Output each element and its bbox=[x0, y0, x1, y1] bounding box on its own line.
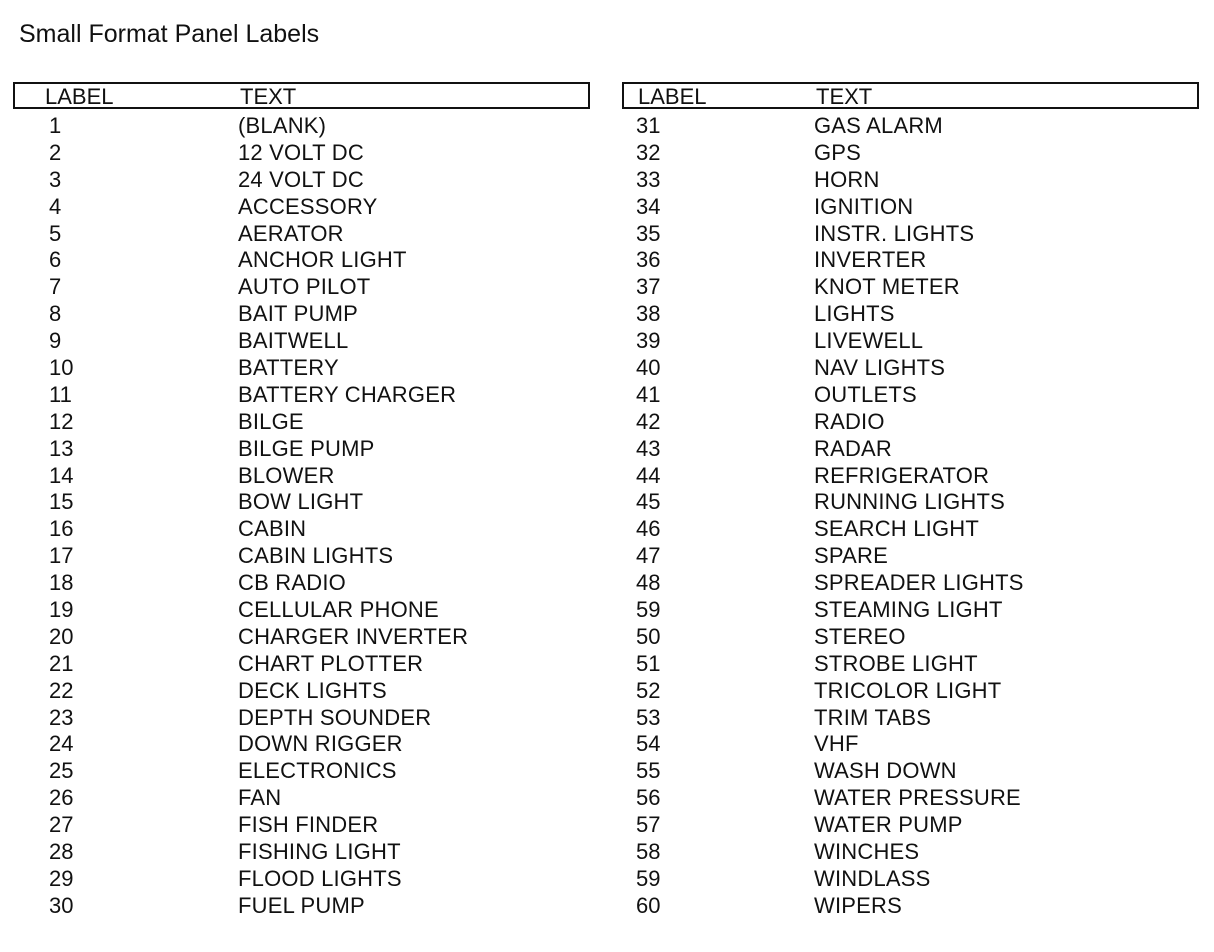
table-row bbox=[13, 731, 590, 758]
label-number: 57 bbox=[636, 812, 661, 838]
table-row bbox=[622, 301, 1199, 328]
label-number: 18 bbox=[49, 570, 74, 596]
label-text: REFRIGERATOR bbox=[814, 462, 990, 488]
table-row bbox=[13, 221, 590, 248]
table-row bbox=[622, 812, 1199, 839]
label-text: GAS ALARM bbox=[814, 113, 943, 138]
label-text: WASH DOWN bbox=[814, 758, 957, 784]
label-text: BLOWER bbox=[238, 462, 335, 488]
label-number: 60 bbox=[636, 892, 661, 918]
label-text: OUTLETS bbox=[814, 381, 917, 407]
label-number: 11 bbox=[49, 381, 72, 407]
label-number: 40 bbox=[636, 355, 661, 381]
label-number: 20 bbox=[49, 623, 74, 649]
table-row bbox=[13, 624, 590, 651]
table-row bbox=[13, 194, 590, 221]
label-text: CABIN LIGHTS bbox=[238, 543, 394, 569]
label-number: 28 bbox=[49, 839, 74, 865]
label-number: 8 bbox=[49, 301, 62, 327]
table-row bbox=[13, 651, 590, 678]
label-number: 26 bbox=[49, 785, 74, 811]
table-row bbox=[13, 893, 590, 920]
label-text: VHF bbox=[814, 731, 859, 757]
label-number: 29 bbox=[49, 865, 74, 891]
label-text: SPARE bbox=[814, 543, 888, 569]
label-text: IGNITION bbox=[814, 193, 914, 219]
label-number: 50 bbox=[636, 623, 661, 649]
label-number: 56 bbox=[636, 785, 661, 811]
label-number: 46 bbox=[636, 516, 661, 542]
table-row bbox=[13, 543, 590, 570]
label-number: 17 bbox=[49, 543, 74, 569]
label-text: WINCHES bbox=[814, 839, 920, 865]
label-number: 43 bbox=[636, 435, 661, 461]
label-text: WATER PRESSURE bbox=[814, 785, 1021, 811]
label-number: 13 bbox=[49, 435, 74, 461]
table-row bbox=[13, 597, 590, 624]
label-number: 1 bbox=[49, 113, 62, 138]
label-number: 7 bbox=[49, 274, 62, 300]
label-number: 21 bbox=[49, 650, 74, 676]
table-row bbox=[622, 140, 1199, 167]
label-text: GPS bbox=[814, 139, 862, 165]
table-row bbox=[622, 570, 1199, 597]
label-number: 31 bbox=[636, 113, 661, 138]
label-number: 33 bbox=[636, 166, 661, 192]
table-row bbox=[622, 489, 1199, 516]
label-text: DOWN RIGGER bbox=[238, 731, 403, 757]
label-text: ANCHOR LIGHT bbox=[238, 247, 407, 273]
label-number: 10 bbox=[49, 355, 74, 381]
label-text: INSTR. LIGHTS bbox=[814, 220, 975, 246]
table-row bbox=[622, 409, 1199, 436]
label-number: 22 bbox=[49, 677, 74, 703]
table-row bbox=[622, 194, 1199, 221]
column-header-label: LABEL bbox=[45, 84, 114, 109]
table-row bbox=[622, 624, 1199, 651]
labels-table-right bbox=[622, 82, 1199, 920]
label-number: 39 bbox=[636, 328, 661, 354]
table-row bbox=[622, 785, 1199, 812]
label-number: 23 bbox=[49, 704, 74, 730]
label-text: DEPTH SOUNDER bbox=[238, 704, 432, 730]
table-row bbox=[622, 274, 1199, 301]
label-text: NAV LIGHTS bbox=[814, 355, 946, 381]
table-row bbox=[622, 355, 1199, 382]
table-row bbox=[622, 113, 1199, 140]
table-row bbox=[13, 489, 590, 516]
label-number: 36 bbox=[636, 247, 661, 273]
label-text: LIVEWELL bbox=[814, 328, 924, 354]
label-text: AUTO PILOT bbox=[238, 274, 371, 300]
label-text: FUEL PUMP bbox=[238, 892, 365, 918]
table-row bbox=[13, 274, 590, 301]
label-text: SPREADER LIGHTS bbox=[814, 570, 1024, 596]
label-number: 48 bbox=[636, 570, 661, 596]
label-number: 25 bbox=[49, 758, 74, 784]
label-number: 52 bbox=[636, 677, 661, 703]
label-number: 12 bbox=[49, 408, 74, 434]
label-text: CB RADIO bbox=[238, 570, 346, 596]
label-text: CHARGER INVERTER bbox=[238, 623, 469, 649]
label-number: 5 bbox=[49, 220, 62, 246]
label-text: FISHING LIGHT bbox=[238, 839, 401, 865]
label-text: KNOT METER bbox=[814, 274, 960, 300]
page-title: Small Format Panel Labels bbox=[19, 20, 320, 48]
label-number: 2 bbox=[49, 139, 62, 165]
label-text: FISH FINDER bbox=[238, 812, 379, 838]
table-row bbox=[13, 113, 590, 140]
label-text: BATTERY bbox=[238, 355, 339, 381]
label-text: STEREO bbox=[814, 623, 906, 649]
column-header-label: LABEL bbox=[638, 84, 707, 109]
label-text: BILGE PUMP bbox=[238, 435, 375, 461]
table-row bbox=[13, 570, 590, 597]
table-row bbox=[622, 436, 1199, 463]
label-number: 55 bbox=[636, 758, 661, 784]
table-row bbox=[13, 678, 590, 705]
table-row bbox=[13, 328, 590, 355]
table-row bbox=[13, 758, 590, 785]
label-number: 59 bbox=[636, 597, 661, 623]
label-text: LIGHTS bbox=[814, 301, 895, 327]
table-row bbox=[13, 812, 590, 839]
label-number: 16 bbox=[49, 516, 74, 542]
label-text: INVERTER bbox=[814, 247, 927, 273]
table-row bbox=[622, 893, 1199, 920]
label-text: WINDLASS bbox=[814, 865, 931, 891]
label-text: WIPERS bbox=[814, 892, 902, 918]
table-rows bbox=[13, 113, 590, 920]
label-text: CABIN bbox=[238, 516, 307, 542]
label-number: 30 bbox=[49, 892, 74, 918]
label-text: SEARCH LIGHT bbox=[814, 516, 979, 542]
table-row bbox=[622, 866, 1199, 893]
table-row bbox=[622, 705, 1199, 732]
table-row bbox=[622, 328, 1199, 355]
label-text: STEAMING LIGHT bbox=[814, 597, 1003, 623]
table-row bbox=[622, 543, 1199, 570]
table-row bbox=[622, 247, 1199, 274]
table-row bbox=[622, 839, 1199, 866]
label-number: 24 bbox=[49, 731, 74, 757]
labels-table-left bbox=[13, 82, 590, 920]
label-number: 54 bbox=[636, 731, 661, 757]
label-number: 45 bbox=[636, 489, 661, 515]
label-number: 51 bbox=[636, 650, 661, 676]
table-row bbox=[13, 705, 590, 732]
label-text: RUNNING LIGHTS bbox=[814, 489, 1006, 515]
label-number: 42 bbox=[636, 408, 661, 434]
table-header bbox=[622, 82, 1199, 109]
table-row bbox=[13, 167, 590, 194]
table-row bbox=[13, 382, 590, 409]
column-header-text: TEXT bbox=[240, 84, 297, 109]
table-row bbox=[13, 516, 590, 543]
table-row bbox=[13, 785, 590, 812]
table-row bbox=[13, 463, 590, 490]
label-text: RADIO bbox=[814, 408, 885, 434]
label-text: TRIM TABS bbox=[814, 704, 932, 730]
table-row bbox=[13, 866, 590, 893]
label-number: 15 bbox=[49, 489, 74, 515]
label-text: BOW LIGHT bbox=[238, 489, 364, 515]
table-header bbox=[13, 82, 590, 109]
label-number: 47 bbox=[636, 543, 661, 569]
table-row bbox=[13, 436, 590, 463]
label-number: 38 bbox=[636, 301, 661, 327]
label-text: FLOOD LIGHTS bbox=[238, 865, 402, 891]
label-text: HORN bbox=[814, 166, 880, 192]
label-text: (BLANK) bbox=[238, 113, 327, 138]
label-text: BAIT PUMP bbox=[238, 301, 358, 327]
label-text: WATER PUMP bbox=[814, 812, 963, 838]
label-number: 44 bbox=[636, 462, 661, 488]
table-row bbox=[13, 301, 590, 328]
table-row bbox=[13, 409, 590, 436]
label-text: CELLULAR PHONE bbox=[238, 597, 439, 623]
table-row bbox=[13, 247, 590, 274]
label-number: 34 bbox=[636, 193, 661, 219]
label-number: 41 bbox=[636, 381, 661, 407]
table-row bbox=[622, 651, 1199, 678]
label-text: DECK LIGHTS bbox=[238, 677, 387, 703]
label-text: BATTERY CHARGER bbox=[238, 381, 457, 407]
label-text: BILGE bbox=[238, 408, 304, 434]
table-rows bbox=[622, 113, 1199, 920]
label-number: 14 bbox=[49, 462, 74, 488]
label-text: STROBE LIGHT bbox=[814, 650, 978, 676]
label-number: 59 bbox=[636, 865, 661, 891]
table-row bbox=[622, 463, 1199, 490]
label-number: 53 bbox=[636, 704, 661, 730]
label-text: TRICOLOR LIGHT bbox=[814, 677, 1002, 703]
label-number: 32 bbox=[636, 139, 661, 165]
label-number: 6 bbox=[49, 247, 62, 273]
table-row bbox=[13, 355, 590, 382]
label-number: 35 bbox=[636, 220, 661, 246]
table-row bbox=[622, 382, 1199, 409]
table-row bbox=[622, 167, 1199, 194]
table-row bbox=[622, 678, 1199, 705]
table-row bbox=[13, 140, 590, 167]
table-row bbox=[622, 221, 1199, 248]
label-number: 3 bbox=[49, 166, 62, 192]
label-text: CHART PLOTTER bbox=[238, 650, 424, 676]
label-number: 27 bbox=[49, 812, 74, 838]
label-text: ELECTRONICS bbox=[238, 758, 397, 784]
table-row bbox=[622, 758, 1199, 785]
table-row bbox=[13, 839, 590, 866]
label-text: ACCESSORY bbox=[238, 193, 378, 219]
label-number: 9 bbox=[49, 328, 62, 354]
label-text: 24 VOLT DC bbox=[238, 166, 364, 192]
table-row bbox=[622, 597, 1199, 624]
label-text: FAN bbox=[238, 785, 282, 811]
label-number: 4 bbox=[49, 193, 62, 219]
label-number: 37 bbox=[636, 274, 661, 300]
label-number: 58 bbox=[636, 839, 661, 865]
label-text: AERATOR bbox=[238, 220, 344, 246]
label-number: 19 bbox=[49, 597, 74, 623]
column-header-text: TEXT bbox=[816, 84, 873, 109]
table-row bbox=[622, 731, 1199, 758]
label-text: BAITWELL bbox=[238, 328, 349, 354]
label-text: 12 VOLT DC bbox=[238, 139, 364, 165]
label-text: RADAR bbox=[814, 435, 893, 461]
table-row bbox=[622, 516, 1199, 543]
